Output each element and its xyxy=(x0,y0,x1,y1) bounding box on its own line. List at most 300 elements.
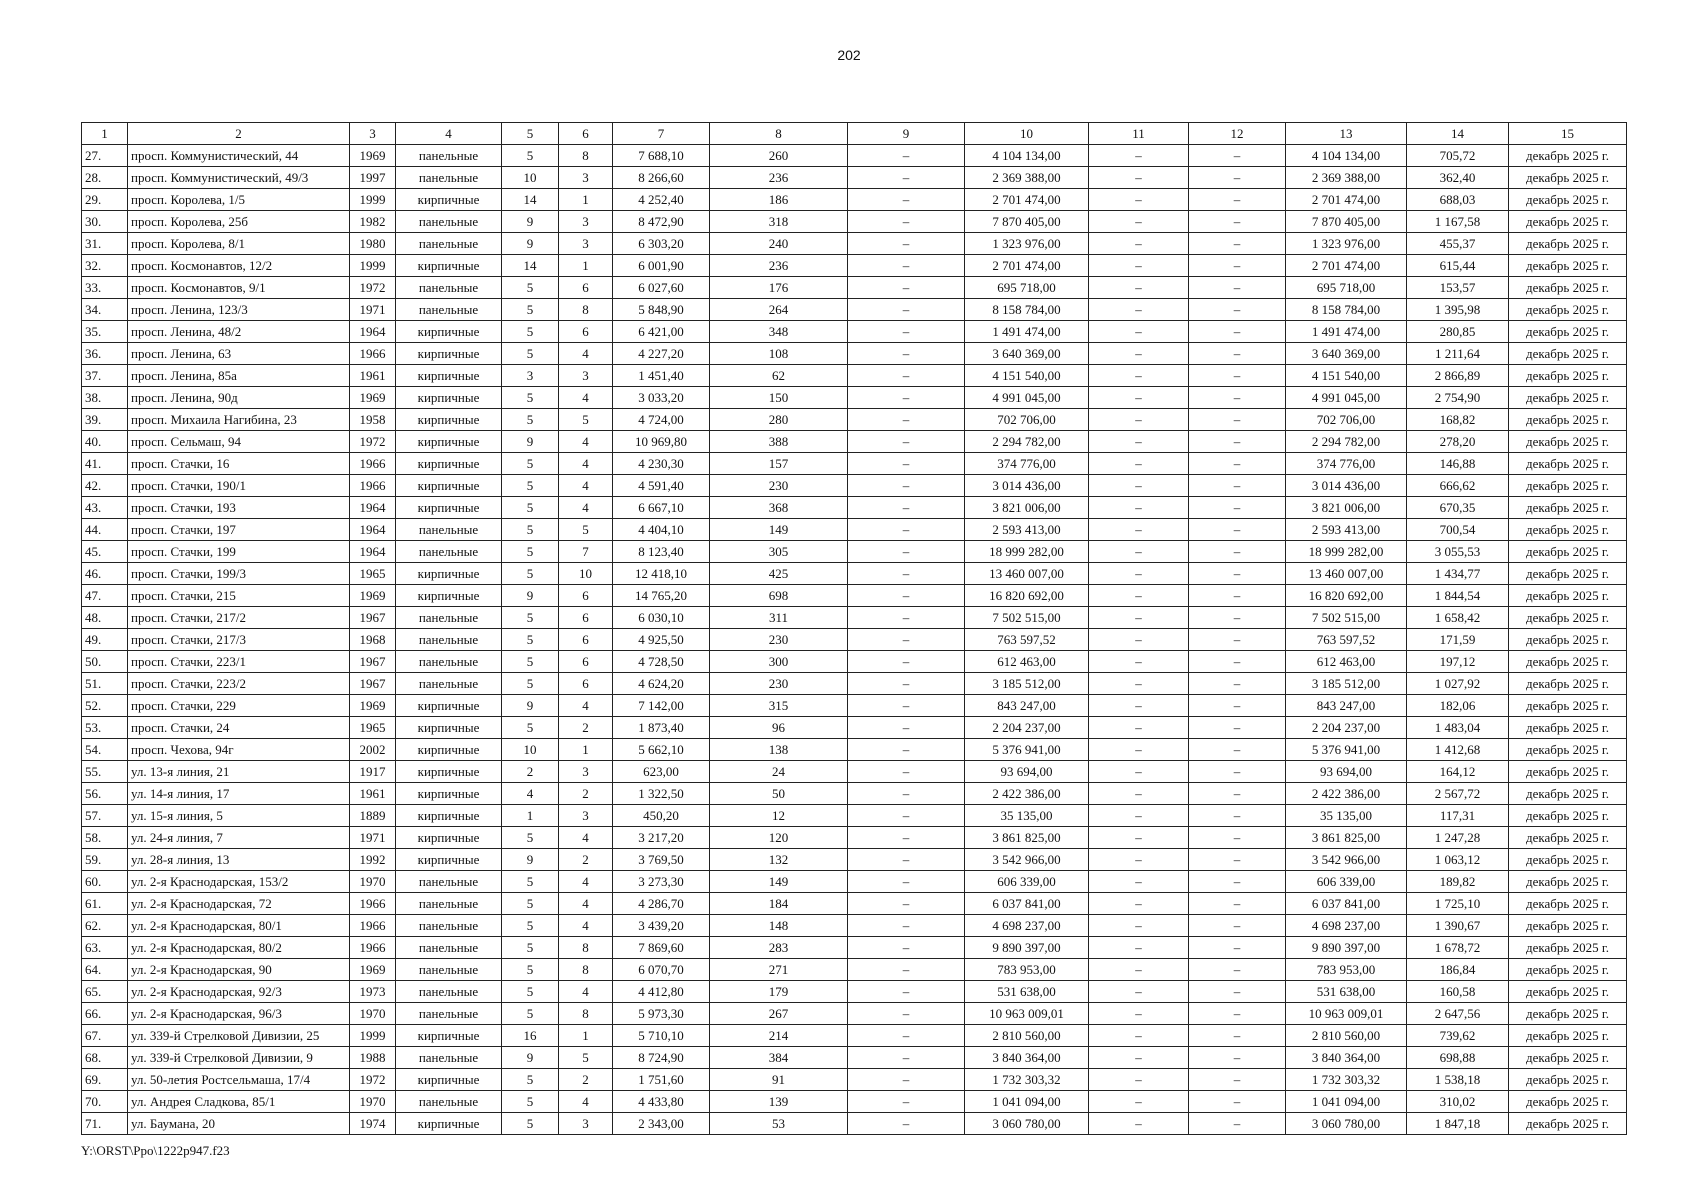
table-cell-col-13: 3 060 780,00 xyxy=(1286,1113,1407,1135)
table-cell-col-10: 2 422 386,00 xyxy=(965,783,1089,805)
table-cell-col-10: 35 135,00 xyxy=(965,805,1089,827)
table-cell-col-10: 843 247,00 xyxy=(965,695,1089,717)
table-cell-col-5: 5 xyxy=(502,453,559,475)
table-cell-col-13: 4 151 540,00 xyxy=(1286,365,1407,387)
table-cell-col-8: 283 xyxy=(710,937,848,959)
table-cell-col-11: – xyxy=(1089,893,1189,915)
table-cell-col-3: 1965 xyxy=(350,563,396,585)
table-row xyxy=(82,651,1627,673)
table-cell-col-1: 45. xyxy=(82,541,128,563)
table-cell-col-13: 93 694,00 xyxy=(1286,761,1407,783)
table-cell-col-14: 739,62 xyxy=(1407,1025,1509,1047)
table-cell-col-2: просп. Стачки, 16 xyxy=(128,453,350,475)
table-cell-col-2: просп. Коммунистический, 49/3 xyxy=(128,167,350,189)
table-cell-col-15: декабрь 2025 г. xyxy=(1509,739,1627,761)
table-cell-col-2: просп. Ленина, 63 xyxy=(128,343,350,365)
table-cell-col-8: 230 xyxy=(710,475,848,497)
table-cell-col-12: – xyxy=(1189,189,1286,211)
table-cell-col-2: просп. Коммунистический, 44 xyxy=(128,145,350,167)
table-cell-col-11: – xyxy=(1089,475,1189,497)
table-cell-col-5: 9 xyxy=(502,211,559,233)
table-cell-col-6: 1 xyxy=(559,739,613,761)
table-cell-col-13: 612 463,00 xyxy=(1286,651,1407,673)
table-row xyxy=(82,387,1627,409)
table-cell-col-7: 4 624,20 xyxy=(613,673,710,695)
table-cell-col-15: декабрь 2025 г. xyxy=(1509,629,1627,651)
table-cell-col-5: 5 xyxy=(502,937,559,959)
table-cell-col-9: – xyxy=(848,937,965,959)
table-cell-col-14: 182,06 xyxy=(1407,695,1509,717)
table-cell-col-2: ул. 2-я Краснодарская, 92/3 xyxy=(128,981,350,1003)
table-cell-col-1: 51. xyxy=(82,673,128,695)
table-cell-col-3: 1968 xyxy=(350,629,396,651)
table-cell-col-11: – xyxy=(1089,453,1189,475)
table-cell-col-1: 54. xyxy=(82,739,128,761)
table-cell-col-1: 46. xyxy=(82,563,128,585)
table-cell-col-3: 1970 xyxy=(350,1091,396,1113)
table-cell-col-12: – xyxy=(1189,321,1286,343)
column-header-1: 1 xyxy=(82,123,128,145)
table-cell-col-1: 38. xyxy=(82,387,128,409)
table-cell-col-14: 189,82 xyxy=(1407,871,1509,893)
column-header-2: 2 xyxy=(128,123,350,145)
table-cell-col-8: 311 xyxy=(710,607,848,629)
table-cell-col-11: – xyxy=(1089,365,1189,387)
table-cell-col-13: 1 041 094,00 xyxy=(1286,1091,1407,1113)
table-cell-col-12: – xyxy=(1189,211,1286,233)
table-cell-col-10: 531 638,00 xyxy=(965,981,1089,1003)
table-cell-col-1: 69. xyxy=(82,1069,128,1091)
table-cell-col-4: кирпичные xyxy=(396,321,502,343)
table-cell-col-9: – xyxy=(848,453,965,475)
table-cell-col-2: просп. Ленина, 90д xyxy=(128,387,350,409)
table-cell-col-4: кирпичные xyxy=(396,805,502,827)
table-cell-col-3: 1973 xyxy=(350,981,396,1003)
table-cell-col-11: – xyxy=(1089,673,1189,695)
table-cell-col-1: 67. xyxy=(82,1025,128,1047)
table-cell-col-13: 2 701 474,00 xyxy=(1286,189,1407,211)
table-cell-col-8: 240 xyxy=(710,233,848,255)
table-cell-col-10: 374 776,00 xyxy=(965,453,1089,475)
table-cell-col-5: 5 xyxy=(502,607,559,629)
table-cell-col-4: панельные xyxy=(396,871,502,893)
table-cell-col-9: – xyxy=(848,871,965,893)
table-cell-col-12: – xyxy=(1189,981,1286,1003)
table-cell-col-15: декабрь 2025 г. xyxy=(1509,431,1627,453)
table-cell-col-14: 705,72 xyxy=(1407,145,1509,167)
table-cell-col-13: 374 776,00 xyxy=(1286,453,1407,475)
table-cell-col-5: 5 xyxy=(502,497,559,519)
table-cell-col-1: 64. xyxy=(82,959,128,981)
table-cell-col-11: – xyxy=(1089,211,1189,233)
column-header-11: 11 xyxy=(1089,123,1189,145)
table-cell-col-3: 1967 xyxy=(350,673,396,695)
table-cell-col-12: – xyxy=(1189,233,1286,255)
table-cell-col-8: 149 xyxy=(710,871,848,893)
table-cell-col-8: 230 xyxy=(710,673,848,695)
table-cell-col-4: кирпичные xyxy=(396,585,502,607)
table-cell-col-15: декабрь 2025 г. xyxy=(1509,409,1627,431)
table-cell-col-6: 4 xyxy=(559,695,613,717)
table-cell-col-7: 2 343,00 xyxy=(613,1113,710,1135)
table-cell-col-3: 1988 xyxy=(350,1047,396,1069)
table-cell-col-10: 4 991 045,00 xyxy=(965,387,1089,409)
file-path-footer: Y:\ORST\Ppo\1222p947.f23 xyxy=(81,1143,230,1158)
table-cell-col-14: 670,35 xyxy=(1407,497,1509,519)
table-cell-col-12: – xyxy=(1189,1025,1286,1047)
table-row xyxy=(82,717,1627,739)
table-cell-col-15: декабрь 2025 г. xyxy=(1509,255,1627,277)
table-cell-col-3: 1966 xyxy=(350,343,396,365)
table-cell-col-11: – xyxy=(1089,739,1189,761)
table-cell-col-3: 1969 xyxy=(350,695,396,717)
table-cell-col-14: 2 567,72 xyxy=(1407,783,1509,805)
table-cell-col-15: декабрь 2025 г. xyxy=(1509,871,1627,893)
table-cell-col-6: 6 xyxy=(559,673,613,695)
table-cell-col-2: просп. Ленина, 123/3 xyxy=(128,299,350,321)
table-cell-col-3: 1967 xyxy=(350,607,396,629)
table-cell-col-10: 612 463,00 xyxy=(965,651,1089,673)
table-cell-col-7: 8 724,90 xyxy=(613,1047,710,1069)
table-cell-col-1: 30. xyxy=(82,211,128,233)
table-cell-col-4: кирпичные xyxy=(396,717,502,739)
table-cell-col-9: – xyxy=(848,1113,965,1135)
table-cell-col-8: 53 xyxy=(710,1113,848,1135)
table-cell-col-9: – xyxy=(848,915,965,937)
table-row xyxy=(82,1003,1627,1025)
table-cell-col-7: 5 973,30 xyxy=(613,1003,710,1025)
table-cell-col-1: 40. xyxy=(82,431,128,453)
table-cell-col-9: – xyxy=(848,849,965,871)
table-cell-col-15: декабрь 2025 г. xyxy=(1509,915,1627,937)
table-cell-col-10: 2 810 560,00 xyxy=(965,1025,1089,1047)
table-cell-col-13: 4 104 134,00 xyxy=(1286,145,1407,167)
table-cell-col-8: 214 xyxy=(710,1025,848,1047)
table-cell-col-12: – xyxy=(1189,277,1286,299)
table-row xyxy=(82,695,1627,717)
table-row xyxy=(82,849,1627,871)
table-cell-col-8: 267 xyxy=(710,1003,848,1025)
table-cell-col-12: – xyxy=(1189,607,1286,629)
table-cell-col-2: ул. 50-летия Ростсельмаша, 17/4 xyxy=(128,1069,350,1091)
table-cell-col-5: 14 xyxy=(502,189,559,211)
table-cell-col-14: 3 055,53 xyxy=(1407,541,1509,563)
table-cell-col-15: декабрь 2025 г. xyxy=(1509,365,1627,387)
table-cell-col-2: ул. 2-я Краснодарская, 80/2 xyxy=(128,937,350,959)
table-cell-col-3: 1971 xyxy=(350,827,396,849)
table-cell-col-10: 3 060 780,00 xyxy=(965,1113,1089,1135)
table-cell-col-15: декабрь 2025 г. xyxy=(1509,959,1627,981)
table-cell-col-15: декабрь 2025 г. xyxy=(1509,145,1627,167)
table-cell-col-6: 3 xyxy=(559,805,613,827)
table-cell-col-6: 4 xyxy=(559,453,613,475)
table-cell-col-13: 2 593 413,00 xyxy=(1286,519,1407,541)
table-cell-col-9: – xyxy=(848,299,965,321)
table-cell-col-6: 4 xyxy=(559,1091,613,1113)
table-cell-col-5: 5 xyxy=(502,475,559,497)
table-cell-col-15: декабрь 2025 г. xyxy=(1509,453,1627,475)
table-cell-col-11: – xyxy=(1089,981,1189,1003)
table-cell-col-10: 4 151 540,00 xyxy=(965,365,1089,387)
table-cell-col-5: 5 xyxy=(502,299,559,321)
table-cell-col-9: – xyxy=(848,519,965,541)
table-cell-col-10: 13 460 007,00 xyxy=(965,563,1089,585)
column-header-4: 4 xyxy=(396,123,502,145)
table-cell-col-6: 7 xyxy=(559,541,613,563)
table-cell-col-10: 93 694,00 xyxy=(965,761,1089,783)
table-cell-col-3: 1999 xyxy=(350,1025,396,1047)
table-row xyxy=(82,585,1627,607)
table-cell-col-15: декабрь 2025 г. xyxy=(1509,783,1627,805)
table-cell-col-2: просп. Чехова, 94г xyxy=(128,739,350,761)
table-cell-col-1: 28. xyxy=(82,167,128,189)
table-cell-col-6: 3 xyxy=(559,211,613,233)
table-row xyxy=(82,1025,1627,1047)
table-cell-col-1: 68. xyxy=(82,1047,128,1069)
table-cell-col-12: – xyxy=(1189,783,1286,805)
table-cell-col-12: – xyxy=(1189,453,1286,475)
column-header-14: 14 xyxy=(1407,123,1509,145)
table-cell-col-12: – xyxy=(1189,541,1286,563)
table-cell-col-15: декабрь 2025 г. xyxy=(1509,981,1627,1003)
table-cell-col-2: ул. 2-я Краснодарская, 90 xyxy=(128,959,350,981)
table-cell-col-13: 13 460 007,00 xyxy=(1286,563,1407,585)
table-cell-col-8: 139 xyxy=(710,1091,848,1113)
table-cell-col-8: 132 xyxy=(710,849,848,871)
table-cell-col-2: просп. Стачки, 217/2 xyxy=(128,607,350,629)
data-table xyxy=(81,122,1627,1135)
table-cell-col-7: 8 266,60 xyxy=(613,167,710,189)
table-cell-col-10: 606 339,00 xyxy=(965,871,1089,893)
table-cell-col-10: 1 041 094,00 xyxy=(965,1091,1089,1113)
table-cell-col-7: 3 769,50 xyxy=(613,849,710,871)
table-cell-col-5: 5 xyxy=(502,1003,559,1025)
table-cell-col-6: 5 xyxy=(559,409,613,431)
table-row xyxy=(82,167,1627,189)
table-row xyxy=(82,409,1627,431)
header-row xyxy=(82,123,1627,145)
table-cell-col-7: 7 142,00 xyxy=(613,695,710,717)
table-cell-col-15: декабрь 2025 г. xyxy=(1509,475,1627,497)
table-cell-col-13: 7 502 515,00 xyxy=(1286,607,1407,629)
table-cell-col-14: 615,44 xyxy=(1407,255,1509,277)
table-cell-col-2: ул. 2-я Краснодарская, 72 xyxy=(128,893,350,915)
table-cell-col-6: 6 xyxy=(559,629,613,651)
table-cell-col-2: ул. 28-я линия, 13 xyxy=(128,849,350,871)
table-cell-col-10: 18 999 282,00 xyxy=(965,541,1089,563)
table-cell-col-7: 3 033,20 xyxy=(613,387,710,409)
table-cell-col-7: 12 418,10 xyxy=(613,563,710,585)
table-cell-col-8: 96 xyxy=(710,717,848,739)
table-cell-col-11: – xyxy=(1089,167,1189,189)
table-cell-col-9: – xyxy=(848,255,965,277)
table-cell-col-7: 4 404,10 xyxy=(613,519,710,541)
table-row xyxy=(82,871,1627,893)
table-cell-col-12: – xyxy=(1189,849,1286,871)
table-cell-col-7: 1 322,50 xyxy=(613,783,710,805)
table-cell-col-11: – xyxy=(1089,959,1189,981)
table-cell-col-4: кирпичные xyxy=(396,255,502,277)
table-cell-col-1: 29. xyxy=(82,189,128,211)
table-cell-col-13: 3 542 966,00 xyxy=(1286,849,1407,871)
table-cell-col-9: – xyxy=(848,651,965,673)
table-cell-col-2: ул. 2-я Краснодарская, 153/2 xyxy=(128,871,350,893)
table-cell-col-11: – xyxy=(1089,277,1189,299)
table-cell-col-8: 368 xyxy=(710,497,848,519)
table-cell-col-2: просп. Королева, 8/1 xyxy=(128,233,350,255)
table-cell-col-7: 1 751,60 xyxy=(613,1069,710,1091)
table-cell-col-8: 300 xyxy=(710,651,848,673)
table-cell-col-9: – xyxy=(848,695,965,717)
table-cell-col-8: 698 xyxy=(710,585,848,607)
table-cell-col-2: просп. Стачки, 223/2 xyxy=(128,673,350,695)
table-cell-col-2: просп. Космонавтов, 9/1 xyxy=(128,277,350,299)
table-cell-col-8: 91 xyxy=(710,1069,848,1091)
table-cell-col-1: 56. xyxy=(82,783,128,805)
table-cell-col-3: 1972 xyxy=(350,277,396,299)
table-cell-col-4: кирпичные xyxy=(396,563,502,585)
table-cell-col-9: – xyxy=(848,321,965,343)
table-cell-col-13: 2 701 474,00 xyxy=(1286,255,1407,277)
table-cell-col-8: 179 xyxy=(710,981,848,1003)
table-cell-col-6: 4 xyxy=(559,387,613,409)
table-cell-col-7: 6 030,10 xyxy=(613,607,710,629)
table-cell-col-8: 176 xyxy=(710,277,848,299)
table-cell-col-5: 3 xyxy=(502,365,559,387)
table-row xyxy=(82,211,1627,233)
table-cell-col-1: 31. xyxy=(82,233,128,255)
column-header-3: 3 xyxy=(350,123,396,145)
table-cell-col-4: панельные xyxy=(396,673,502,695)
table-cell-col-4: кирпичные xyxy=(396,189,502,211)
table-cell-col-11: – xyxy=(1089,541,1189,563)
table-cell-col-10: 3 542 966,00 xyxy=(965,849,1089,871)
table-cell-col-4: кирпичные xyxy=(396,739,502,761)
table-cell-col-6: 8 xyxy=(559,145,613,167)
table-cell-col-4: кирпичные xyxy=(396,365,502,387)
table-cell-col-6: 4 xyxy=(559,497,613,519)
table-cell-col-1: 52. xyxy=(82,695,128,717)
table-cell-col-14: 1 678,72 xyxy=(1407,937,1509,959)
table-cell-col-10: 2 593 413,00 xyxy=(965,519,1089,541)
table-cell-col-13: 10 963 009,01 xyxy=(1286,1003,1407,1025)
table-cell-col-11: – xyxy=(1089,321,1189,343)
table-cell-col-3: 1964 xyxy=(350,541,396,563)
table-cell-col-11: – xyxy=(1089,585,1189,607)
table-cell-col-2: просп. Стачки, 215 xyxy=(128,585,350,607)
table-cell-col-13: 6 037 841,00 xyxy=(1286,893,1407,915)
table-cell-col-14: 168,82 xyxy=(1407,409,1509,431)
table-cell-col-10: 3 840 364,00 xyxy=(965,1047,1089,1069)
table-cell-col-14: 1 167,58 xyxy=(1407,211,1509,233)
table-cell-col-2: просп. Михаила Нагибина, 23 xyxy=(128,409,350,431)
table-cell-col-4: кирпичные xyxy=(396,1113,502,1135)
table-cell-col-7: 1 451,40 xyxy=(613,365,710,387)
table-cell-col-7: 4 591,40 xyxy=(613,475,710,497)
table-cell-col-12: – xyxy=(1189,739,1286,761)
table-cell-col-9: – xyxy=(848,387,965,409)
table-cell-col-15: декабрь 2025 г. xyxy=(1509,805,1627,827)
table-cell-col-1: 55. xyxy=(82,761,128,783)
table-cell-col-8: 236 xyxy=(710,167,848,189)
table-cell-col-2: просп. Ленина, 48/2 xyxy=(128,321,350,343)
table-cell-col-11: – xyxy=(1089,651,1189,673)
table-cell-col-2: просп. Стачки, 229 xyxy=(128,695,350,717)
table-cell-col-12: – xyxy=(1189,827,1286,849)
table-cell-col-9: – xyxy=(848,563,965,585)
table-cell-col-4: кирпичные xyxy=(396,343,502,365)
table-cell-col-5: 5 xyxy=(502,145,559,167)
table-cell-col-2: ул. 14-я линия, 17 xyxy=(128,783,350,805)
table-cell-col-4: панельные xyxy=(396,915,502,937)
table-cell-col-14: 1 063,12 xyxy=(1407,849,1509,871)
table-cell-col-7: 623,00 xyxy=(613,761,710,783)
table-cell-col-11: – xyxy=(1089,519,1189,541)
table-cell-col-13: 4 698 237,00 xyxy=(1286,915,1407,937)
table-cell-col-7: 450,20 xyxy=(613,805,710,827)
table-cell-col-10: 3 185 512,00 xyxy=(965,673,1089,695)
table-cell-col-4: панельные xyxy=(396,1091,502,1113)
table-row xyxy=(82,343,1627,365)
table-cell-col-14: 1 483,04 xyxy=(1407,717,1509,739)
table-cell-col-6: 3 xyxy=(559,365,613,387)
table-cell-col-10: 702 706,00 xyxy=(965,409,1089,431)
table-cell-col-6: 3 xyxy=(559,167,613,189)
table-cell-col-3: 1917 xyxy=(350,761,396,783)
table-cell-col-12: – xyxy=(1189,1069,1286,1091)
table-cell-col-1: 47. xyxy=(82,585,128,607)
table-cell-col-14: 153,57 xyxy=(1407,277,1509,299)
table-cell-col-15: декабрь 2025 г. xyxy=(1509,607,1627,629)
table-cell-col-3: 1999 xyxy=(350,189,396,211)
table-cell-col-5: 5 xyxy=(502,959,559,981)
table-cell-col-6: 4 xyxy=(559,893,613,915)
table-cell-col-15: декабрь 2025 г. xyxy=(1509,1025,1627,1047)
table-cell-col-1: 70. xyxy=(82,1091,128,1113)
table-cell-col-13: 843 247,00 xyxy=(1286,695,1407,717)
table-cell-col-4: кирпичные xyxy=(396,761,502,783)
table-cell-col-1: 65. xyxy=(82,981,128,1003)
table-cell-col-5: 10 xyxy=(502,739,559,761)
table-cell-col-11: – xyxy=(1089,1025,1189,1047)
table-cell-col-12: – xyxy=(1189,1003,1286,1025)
table-cell-col-14: 117,31 xyxy=(1407,805,1509,827)
table-cell-col-13: 8 158 784,00 xyxy=(1286,299,1407,321)
table-cell-col-10: 2 701 474,00 xyxy=(965,189,1089,211)
table-cell-col-13: 2 294 782,00 xyxy=(1286,431,1407,453)
table-cell-col-13: 2 810 560,00 xyxy=(1286,1025,1407,1047)
table-cell-col-13: 1 491 474,00 xyxy=(1286,321,1407,343)
table-cell-col-9: – xyxy=(848,585,965,607)
table-cell-col-13: 9 890 397,00 xyxy=(1286,937,1407,959)
table-cell-col-6: 4 xyxy=(559,827,613,849)
table-cell-col-13: 783 953,00 xyxy=(1286,959,1407,981)
table-cell-col-3: 1958 xyxy=(350,409,396,431)
table-cell-col-14: 1 658,42 xyxy=(1407,607,1509,629)
table-cell-col-1: 41. xyxy=(82,453,128,475)
table-cell-col-6: 2 xyxy=(559,717,613,739)
table-cell-col-5: 5 xyxy=(502,541,559,563)
table-cell-col-5: 5 xyxy=(502,629,559,651)
table-cell-col-12: – xyxy=(1189,629,1286,651)
table-cell-col-2: просп. Стачки, 199/3 xyxy=(128,563,350,585)
table-cell-col-8: 186 xyxy=(710,189,848,211)
table-cell-col-1: 63. xyxy=(82,937,128,959)
table-cell-col-9: – xyxy=(848,1003,965,1025)
table-cell-col-6: 3 xyxy=(559,761,613,783)
table-cell-col-1: 34. xyxy=(82,299,128,321)
table-cell-col-14: 278,20 xyxy=(1407,431,1509,453)
